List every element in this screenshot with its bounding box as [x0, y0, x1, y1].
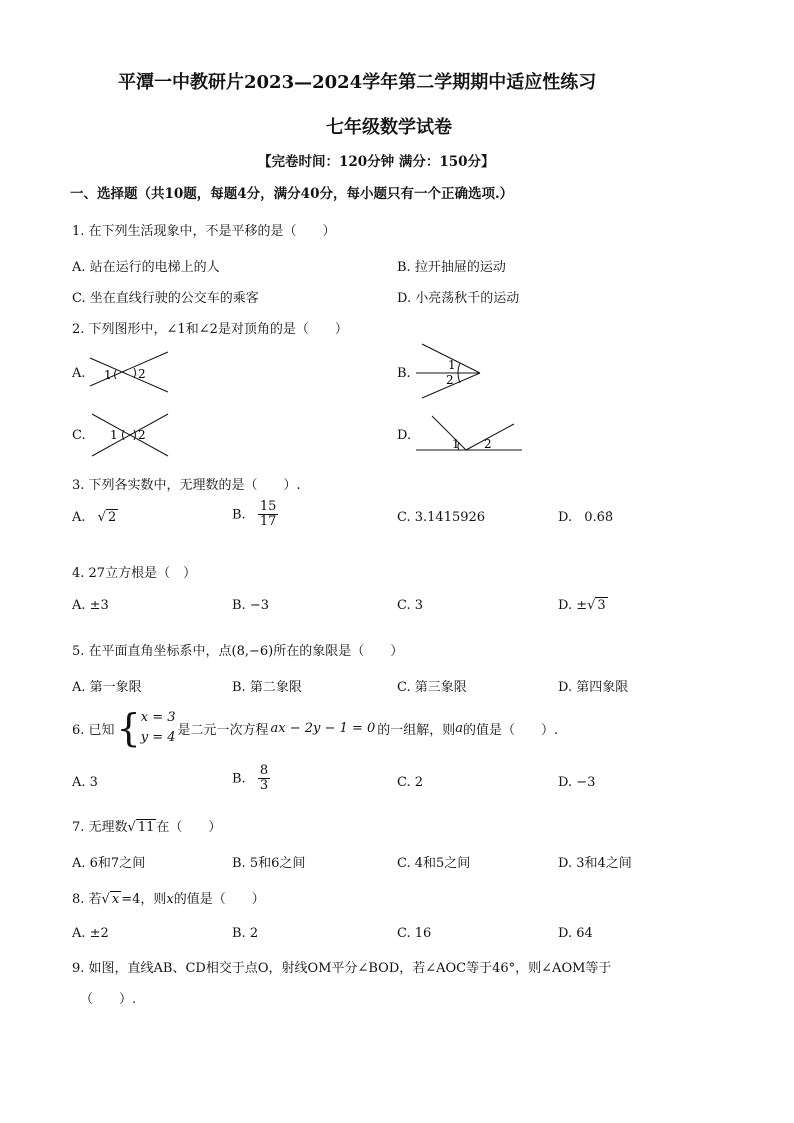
- q7-option-b[interactable]: B. 5和6之间: [232, 856, 306, 871]
- repeating-decimal: 0.6̇8̇: [584, 510, 614, 525]
- q7-option-c[interactable]: C. 4和5之间: [397, 856, 471, 871]
- question-9-answer-paren: （ ）.: [80, 992, 137, 1007]
- variable-x: x: [166, 892, 174, 907]
- q2-figure-d: [414, 412, 524, 454]
- q2-figure-c: [86, 410, 176, 460]
- q5-option-d[interactable]: D. 第四象限: [558, 680, 629, 695]
- angle-1-label: 1: [452, 437, 460, 451]
- angle-2-label: 2: [484, 437, 492, 451]
- q2-option-b[interactable]: B.: [397, 366, 411, 381]
- section-heading: 一、选择题（共10题，每题4分，满分40分，每小题只有一个正确选项.）: [70, 186, 514, 202]
- q4-option-a[interactable]: A. ±3: [72, 598, 109, 613]
- exam-info: 【完卷时间：120分钟 满分：150分】: [258, 154, 495, 170]
- q1-option-b[interactable]: B. 拉开抽屉的运动: [397, 260, 506, 275]
- fraction: $\frac{15}{17}$: [259, 499, 277, 530]
- equation-system: { x = 3 y = 4: [116, 706, 176, 750]
- option-letter: B.: [232, 771, 246, 787]
- question-4-stem: 4. 27立方根是（ ）: [72, 566, 197, 581]
- angle-1-label: 1: [104, 368, 112, 382]
- question-5-stem: 5. 在平面直角坐标系中，点(8,−6)所在的象限是（ ）: [72, 644, 404, 659]
- q7-prefix: 7. 无理数: [72, 820, 128, 835]
- option-letter: D. ±: [558, 598, 588, 613]
- option-letter: D.: [558, 510, 573, 525]
- question-1-stem: 1. 在下列生活现象中，不是平移的是（ ）: [72, 224, 336, 239]
- q2-option-c[interactable]: C.: [72, 428, 86, 443]
- question-7-stem: [72, 816, 221, 835]
- q6-post-text: 的一组解，则: [377, 722, 456, 738]
- option-letter: A.: [72, 510, 86, 525]
- q6-option-d[interactable]: D. −3: [558, 775, 596, 790]
- angle-1-label: 1: [448, 358, 456, 372]
- q7-option-a[interactable]: A. 6和7之间: [72, 856, 146, 871]
- q6-option-a[interactable]: A. 3: [72, 775, 98, 790]
- q4-option-d[interactable]: [558, 598, 608, 613]
- angle-2-label: 2: [138, 367, 146, 381]
- question-3-stem: 3. 下列各实数中，无理数的是（ ）.: [72, 478, 301, 493]
- q5-option-c[interactable]: C. 第三象限: [397, 680, 467, 695]
- q4-option-c[interactable]: C. 3: [397, 598, 424, 613]
- q8-option-c[interactable]: C. 16: [397, 926, 432, 941]
- linear-equation: ax − 2y − 1 = 0: [270, 720, 376, 736]
- q1-option-d[interactable]: D. 小亮荡秋千的运动: [397, 291, 520, 306]
- angle-2-label: 2: [446, 373, 454, 387]
- q7-suffix: 在（ ）: [156, 820, 222, 835]
- q5-option-a[interactable]: A. 第一象限: [72, 680, 142, 695]
- q3-option-a[interactable]: [72, 510, 118, 525]
- variable-a: a: [455, 720, 464, 736]
- q6-option-b[interactable]: [232, 764, 270, 794]
- q6-option-c[interactable]: C. 2: [397, 775, 424, 790]
- option-letter: B.: [232, 507, 246, 523]
- sqrt-expression: √ 2: [97, 510, 117, 525]
- fraction: $\frac{8}{3}$: [259, 763, 269, 794]
- question-8-stem: [72, 888, 265, 907]
- q6-mid-text: 是二元一次方程: [177, 722, 269, 738]
- q8-option-a[interactable]: A. ±2: [72, 926, 109, 941]
- question-6-stem: [72, 708, 558, 748]
- sqrt-expression: √ 11: [127, 820, 155, 835]
- q3-option-d[interactable]: [558, 510, 613, 525]
- q7-option-d[interactable]: D. 3和4之间: [558, 856, 632, 871]
- q4-option-b[interactable]: B. −3: [232, 598, 269, 613]
- q1-option-c[interactable]: C. 坐在直线行驶的公交车的乘客: [72, 291, 259, 306]
- q3-option-b[interactable]: [232, 500, 278, 530]
- q3-option-c[interactable]: C. 3.1415926: [397, 510, 486, 525]
- angle-1-label: 1: [110, 428, 118, 442]
- q2-figure-b: [412, 340, 487, 400]
- q8-mid-text: =4，则: [121, 892, 167, 907]
- q5-option-b[interactable]: B. 第二象限: [232, 680, 302, 695]
- exam-title: 平潭一中教研片2023—2024学年第二学期期中适应性练习: [118, 72, 597, 93]
- question-9-stem: 9. 如图，直线AB、CD相交于点O，射线OM平分∠BOD，若∠AOC等于46°，则∠AOM等于: [72, 961, 612, 976]
- exam-subtitle: 七年级数学试卷: [326, 117, 452, 138]
- q2-option-d[interactable]: D.: [397, 428, 412, 443]
- q2-option-a[interactable]: A.: [72, 366, 86, 381]
- q1-option-a[interactable]: A. 站在运行的电梯上的人: [72, 260, 220, 275]
- q6-end-text: 的值是（ ）.: [463, 722, 559, 738]
- sqrt-expression: √ x: [101, 892, 120, 907]
- q2-figure-a: [86, 350, 176, 395]
- q8-option-b[interactable]: B. 2: [232, 926, 259, 941]
- angle-2-label: 2: [138, 428, 146, 442]
- question-2-stem: 2. 下列图形中，∠1和∠2是对顶角的是（ ）: [72, 322, 348, 337]
- q6-prefix: 6. 已知: [72, 722, 115, 738]
- q8-suffix: 的值是（ ）: [173, 892, 265, 907]
- q8-option-d[interactable]: D. 64: [558, 926, 593, 941]
- sqrt-expression: √ 3: [587, 598, 606, 613]
- q8-prefix: 8. 若: [72, 892, 102, 907]
